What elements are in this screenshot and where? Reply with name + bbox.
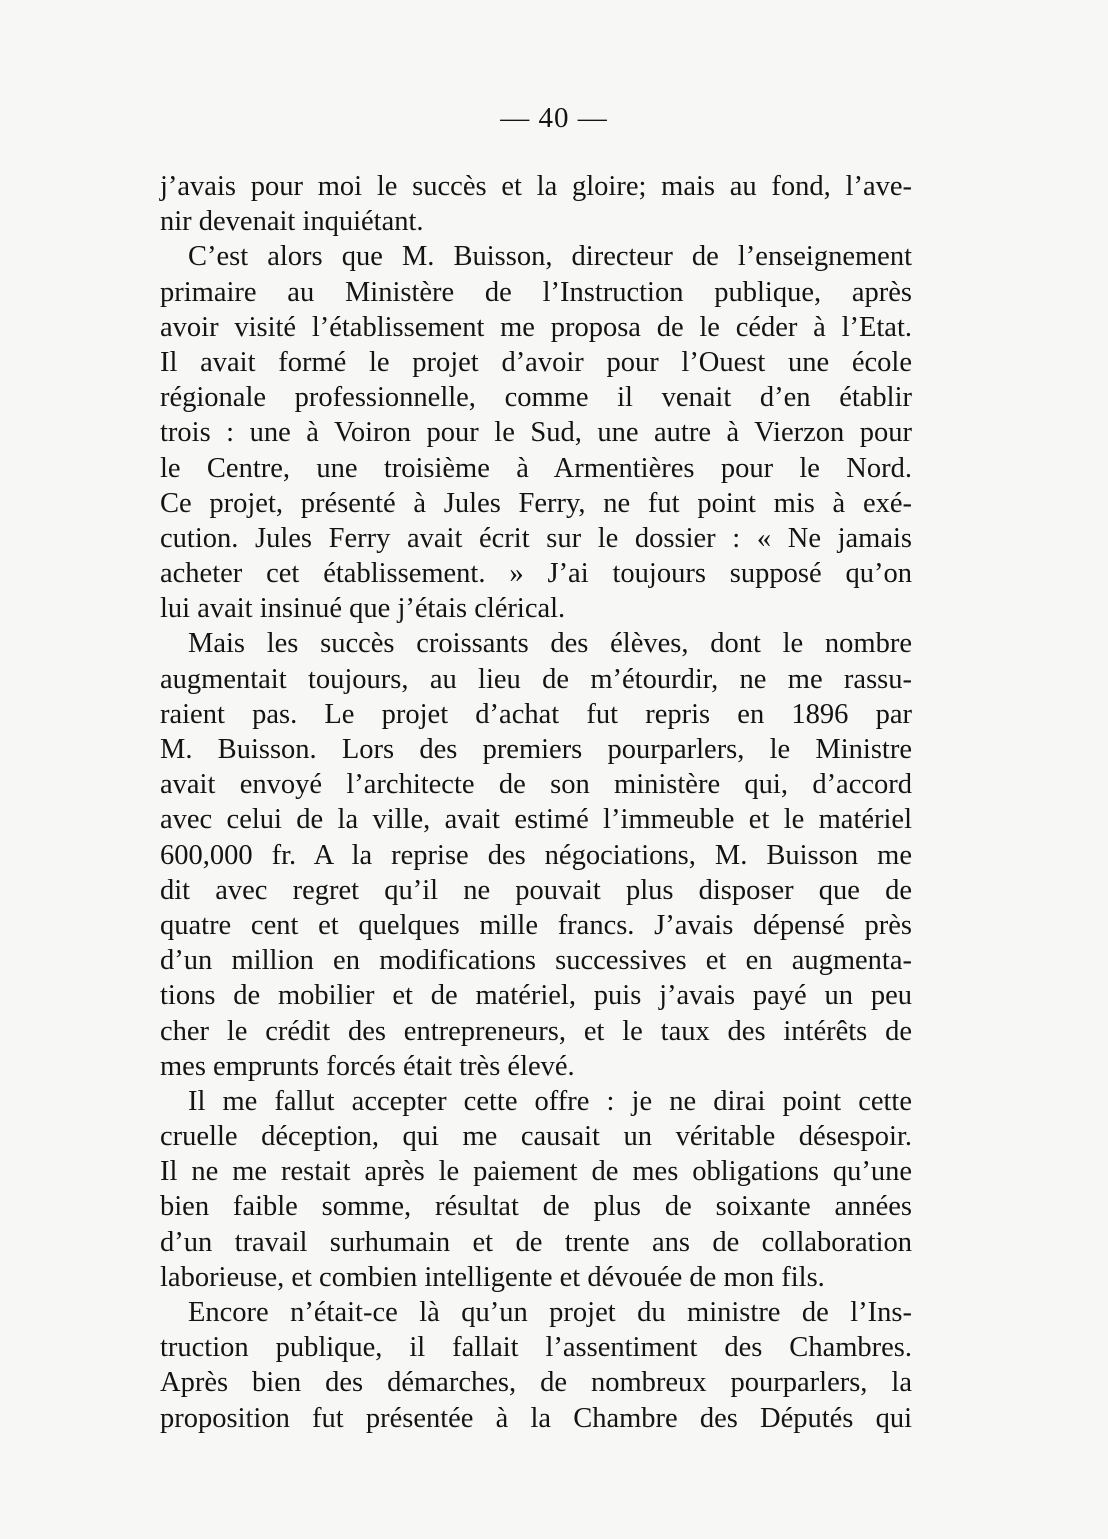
text-line: Mais les succès croissants des élèves, dont le nombre — [188, 628, 912, 660]
text-line: laborieuse, et combien intelligente et dévouée de mon fils. — [160, 1261, 825, 1293]
text-line: trois : une à Voiron pour le Sud, une autre à Vierzon pour — [160, 417, 912, 449]
text-line: primaire au Ministère de l’Instruction publique, après — [160, 276, 912, 308]
text-line: régionale professionnelle, comme il venait d’en établir — [160, 382, 912, 414]
text-line: truction publique, il fallait l’assentiment des Chambres. — [160, 1332, 912, 1364]
text-line: Ce projet, présenté à Jules Ferry, ne fut point mis à exé- — [160, 487, 912, 519]
text-line: cution. Jules Ferry avait écrit sur le dossier : « Ne jamais — [160, 522, 912, 554]
text-line: augmentait toujours, au lieu de m’étourdir, ne me rassu- — [160, 663, 912, 695]
text-line: cruelle déception, qui me causait un véritable désespoir. — [160, 1121, 912, 1153]
page-number: — 40 — — [500, 102, 608, 134]
text-line: avait envoyé l’architecte de son ministère qui, d’accord — [160, 769, 912, 801]
text-line: dit avec regret qu’il ne pouvait plus disposer que de — [160, 874, 912, 906]
text-line: Après bien des démarches, de nombreux pourparlers, la — [160, 1367, 912, 1399]
text-line: lui avait insinué que j’étais clérical. — [160, 593, 566, 625]
text-line: 600,000 fr. A la reprise des négociations, M. Buisson me — [160, 839, 912, 871]
text-line: avec celui de la ville, avait estimé l’immeuble et le matériel — [160, 804, 912, 836]
text-line: acheter cet établissement. » J’ai toujours supposé qu’on — [160, 558, 912, 590]
text-line: Encore n’était-ce là qu’un projet du ministre de l’Ins- — [188, 1297, 912, 1328]
text-line: Il ne me restait après le paiement de mes obligations qu’une — [160, 1156, 912, 1188]
text-line: nir devenait inquiétant. — [160, 206, 424, 238]
text-line: le Centre, une troisième à Armentières pour le Nord. — [160, 452, 912, 484]
text-line: M. Buisson. Lors des premiers pourparlers, le Ministre — [160, 734, 912, 765]
text-line: raient pas. Le projet d’achat fut repris en 1896 par — [160, 698, 912, 730]
text-line: bien faible somme, résultat de plus de soixante années — [160, 1191, 912, 1223]
text-line: cher le crédit des entrepreneurs, et le taux des intérêts de — [160, 1015, 912, 1047]
text-line: d’un million en modifications successives et en augmenta- — [160, 945, 912, 977]
text-line: Il avait formé le projet d’avoir pour l’Ouest une école — [160, 346, 912, 378]
text-line: proposition fut présentée à la Chambre des Députés qui — [160, 1402, 912, 1434]
text-line: mes emprunts forcés était très élevé. — [160, 1050, 575, 1082]
text-line: Il me fallut accepter cette offre : je ne dirai point cette — [188, 1085, 912, 1117]
text-line: quatre cent et quelques mille francs. J’avais dépensé près — [160, 909, 912, 941]
text-line: avoir visité l’établissement me proposa de le céder à l’Etat. — [160, 311, 912, 343]
text-line: d’un travail surhumain et de trente ans de collaboration — [160, 1226, 912, 1258]
text-line: C’est alors que M. Buisson, directeur de l’enseignement — [188, 241, 912, 273]
body-text — [160, 169, 912, 1436]
text-line: j’avais pour moi le succès et la gloire; mais au fond, l’ave- — [160, 171, 912, 202]
text-line: tions de mobilier et de matériel, puis j’avais payé un peu — [160, 980, 912, 1012]
